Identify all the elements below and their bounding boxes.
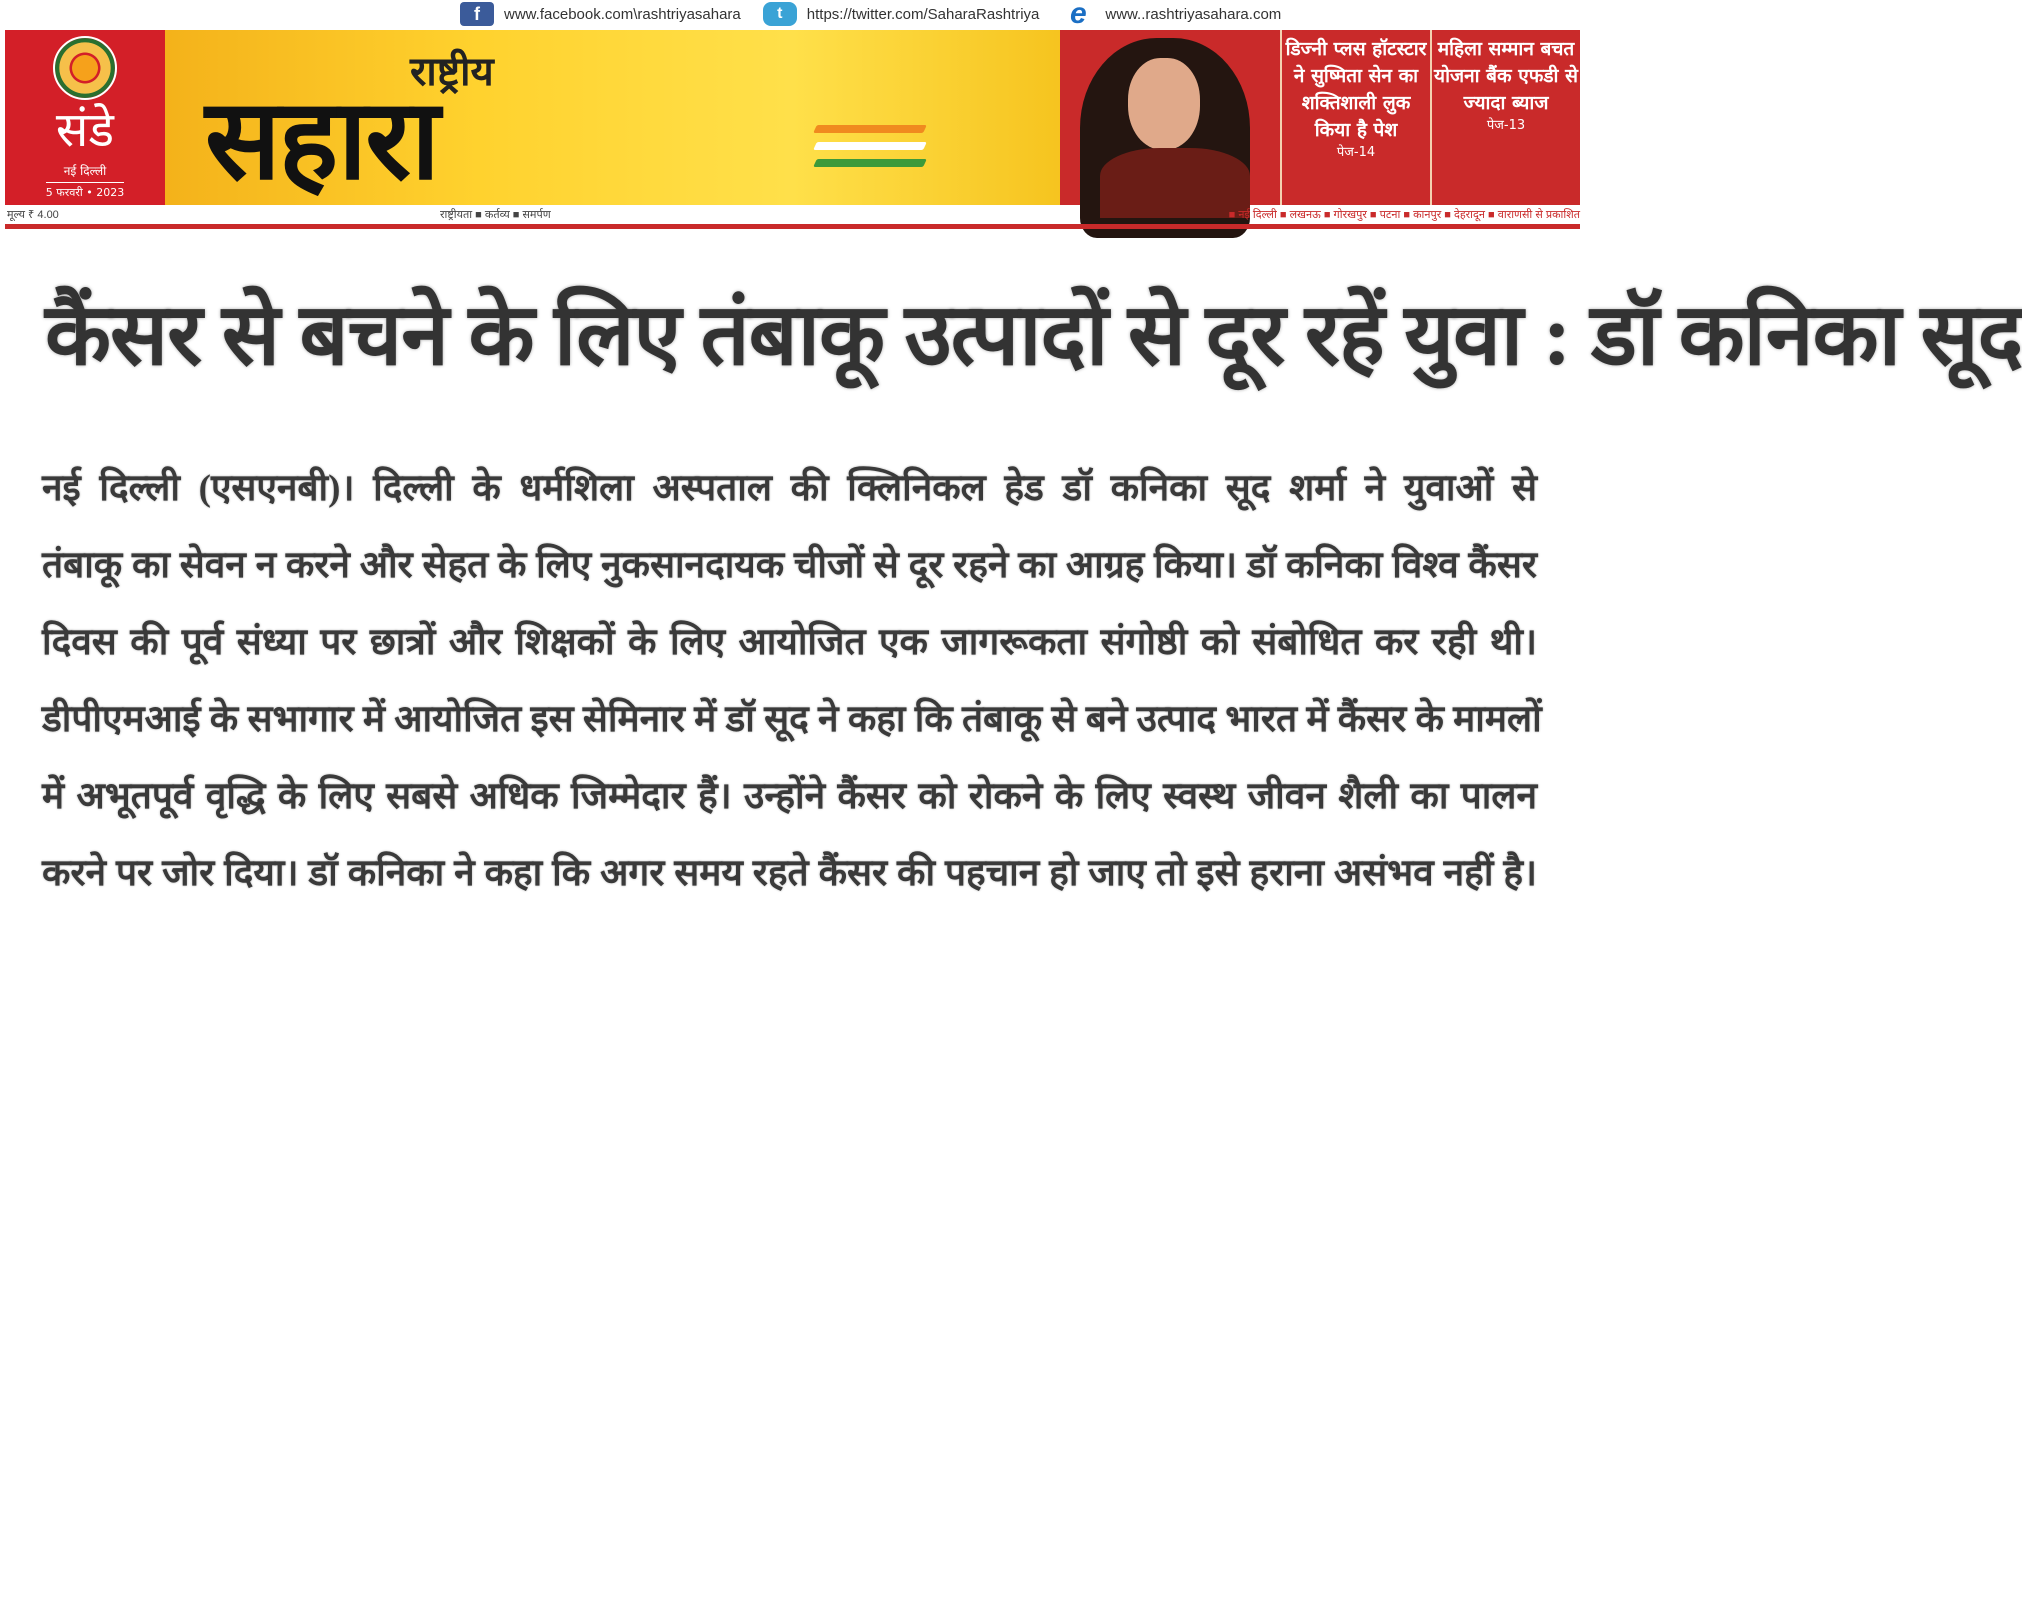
promo-box-1[interactable]: [1280, 30, 1430, 205]
article-line: डीपीएमआई के सभागार में आयोजित इस सेमिनार में डॉ सूद ने कहा कि तंबाकू से बने उत्पाद भारत में कैंसर के मामलों: [42, 699, 1542, 740]
masthead: [5, 30, 1580, 205]
edition-city: नई दिल्ली: [63, 164, 107, 178]
ie-icon[interactable]: e: [1070, 0, 1087, 30]
article-line: करने पर जोर दिया। डॉ कनिका ने कहा कि अगर समय रहते कैंसर की पहचान हो जाए तो इसे हराना असंभव नहीं है।: [42, 853, 1537, 894]
promo-photo: [1060, 30, 1280, 205]
sunday-label: संडे: [55, 102, 115, 158]
facebook-url[interactable]: www.facebook.com\rashtriyasahara: [504, 5, 741, 23]
twitter-url[interactable]: https://twitter.com/SaharaRashtriya: [806, 5, 1040, 23]
facebook-icon[interactable]: f: [460, 2, 494, 26]
sahara-logo-icon: [53, 36, 117, 100]
twitter-icon[interactable]: t: [763, 2, 797, 26]
promo-box-2[interactable]: [1430, 30, 1580, 205]
price-label: मूल्य ₹ 4.00: [7, 208, 59, 221]
article-line: दिवस की पूर्व संध्या पर छात्रों और शिक्षकों के लिए आयोजित एक जागरूकता संगोष्ठी को संबोधित कर रही थी।: [42, 622, 1537, 663]
promo-page: पेज-14: [1336, 145, 1376, 160]
article-body: [42, 450, 1542, 912]
sunday-badge: [5, 30, 165, 205]
masthead-divider: [5, 224, 1580, 229]
social-links-bar: [460, 0, 1580, 28]
flag-stripes-icon: [815, 125, 925, 176]
newspaper-nameplate: [165, 30, 1060, 205]
promo-text: महिला सम्मान बचत योजना बैंक एफडी से ज्यादा ब्याज: [1434, 38, 1578, 114]
promo-page: पेज-13: [1486, 118, 1526, 133]
article-line: में अभूतपूर्व वृद्धि के लिए सबसे अधिक जिम्मेदार हैं। उन्होंने कैंसर को रोकने के लिए स्वस्थ जीवन शैली का पालन: [42, 776, 1537, 817]
website-url[interactable]: www..rashtriyasahara.com: [1105, 5, 1282, 23]
nameplate-small-title: राष्ट्रीय: [410, 49, 494, 95]
editions-list: ■ नई दिल्ली ■ लखनऊ ■ गोरखपुर ■ पटना ■ कानपुर ■ देहरादून ■ वाराणसी से प्रकाशित: [1228, 208, 1580, 221]
edition-date: 5 फरवरी • 2023: [46, 182, 124, 200]
masthead-subbar: [5, 205, 1580, 223]
nameplate-big-title: सहारा: [205, 75, 439, 205]
promo-text: डिज्नी प्लस हॉटस्टार ने सुष्मिता सेन का शक्तिशाली लुक किया है पेश: [1285, 38, 1427, 141]
tagline: राष्ट्रीयता ■ कर्तव्य ■ समर्पण: [440, 208, 551, 221]
article-headline: कैंसर से बचने के लिए तंबाकू उत्पादों से दूर रहें युवा : डॉ कनिका सूद: [45, 287, 2022, 383]
article-line: नई दिल्ली (एसएनबी)। दिल्ली के धर्मशिला अस्पताल की क्लिनिकल हेड डॉ कनिका सूद शर्मा ने युवाओं से: [42, 468, 1537, 509]
article-line: तंबाकू का सेवन न करने और सेहत के लिए नुकसानदायक चीजों से दूर रहने का आग्रह किया। डॉ कनिका विश्व कैंसर: [42, 545, 1537, 586]
